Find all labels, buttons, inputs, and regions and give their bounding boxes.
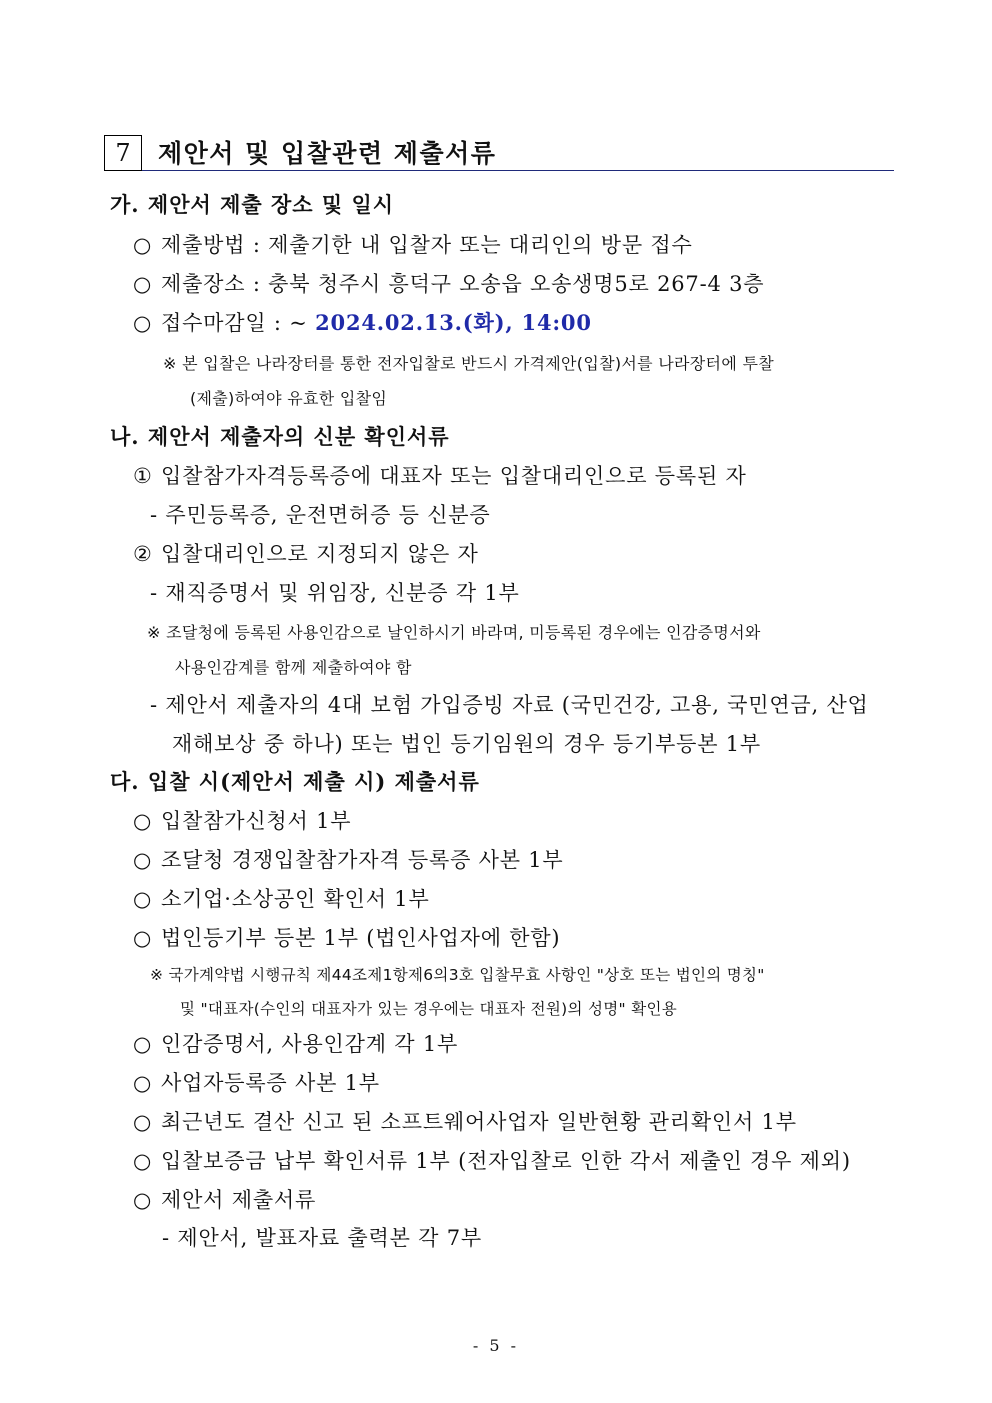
list-item: ○ 입찰참가신청서 1부	[133, 809, 352, 833]
section-title: 제안서 및 입찰관련 제출서류	[158, 139, 497, 168]
list-item: ○ 입찰보증금 납부 확인서류 1부 (전자입찰로 인한 각서 제출인 경우 제외)	[133, 1149, 851, 1173]
list-item: ○ 소기업·소상공인 확인서 1부	[133, 887, 430, 911]
section-underline	[142, 170, 894, 171]
sub-item: - 재직증명서 및 위임장, 신분증 각 1부	[150, 581, 520, 605]
sub-item: - 주민등록증, 운전면허증 등 신분증	[150, 503, 491, 527]
list-item: ○ 법인등기부 등본 1부 (법인사업자에 한함)	[133, 926, 561, 950]
page-number: - 5 -	[472, 1336, 520, 1355]
section-number-box: 7	[104, 135, 142, 171]
heading-a: 가. 제안서 제출 장소 및 일시	[110, 192, 395, 217]
list-item: ○ 조달청 경쟁입찰참가자격 등록증 사본 1부	[133, 848, 564, 872]
note-b-line1: ※ 조달청에 등록된 사용인감으로 날인하시기 바라며, 미등록된 경우에는 인감증명서와	[147, 623, 761, 642]
insurance-line2: 재해보상 중 하나) 또는 법인 등기임원의 경우 등기부등본 1부	[172, 732, 762, 756]
list-item: ○ 제안서 제출서류	[133, 1188, 317, 1212]
note-c-line2: 및 "대표자(수인의 대표자가 있는 경우에는 대표자 전원)의 성명" 확인용	[180, 1000, 678, 1018]
deadline-value: 2024.02.13.(화), 14:00	[315, 310, 592, 335]
note-a-line1: ※ 본 입찰은 나라장터를 통한 전자입찰로 반드시 가격제안(입찰)서를 나라장터에 투찰	[163, 354, 774, 373]
insurance-line1: - 제안서 제출자의 4대 보험 가입증빙 자료 (국민건강, 고용, 국민연금, 산업	[150, 693, 869, 717]
note-b-line2: 사용인감계를 함께 제출하여야 함	[175, 658, 412, 677]
sub-item: - 제안서, 발표자료 출력본 각 7부	[162, 1226, 482, 1250]
heading-b: 나. 제안서 제출자의 신분 확인서류	[110, 424, 450, 449]
deadline-item: ○ 접수마감일 : ~ 2024.02.13.(화), 14:00	[133, 310, 592, 335]
note-a-line2: (제출)하여야 유효한 입찰임	[190, 389, 388, 408]
list-item: ① 입찰참가자격등록증에 대표자 또는 입찰대리인으로 등록된 자	[133, 464, 747, 488]
heading-c: 다. 입찰 시(제안서 제출 시) 제출서류	[110, 769, 480, 794]
list-item: ○ 인감증명서, 사용인감계 각 1부	[133, 1032, 459, 1056]
list-item: ○ 제출장소 : 충북 청주시 흥덕구 오송읍 오송생명5로 267-4 3층	[133, 272, 765, 296]
list-item: ○ 사업자등록증 사본 1부	[133, 1071, 380, 1095]
list-item: ② 입찰대리인으로 지정되지 않은 자	[133, 542, 479, 566]
note-c-line1: ※ 국가계약법 시행규칙 제44조제1항제6의3호 입찰무효 사항인 "상호 또는 법인의 명칭"	[150, 966, 765, 984]
list-item: ○ 최근년도 결산 신고 된 소프트웨어사업자 일반현황 관리확인서 1부	[133, 1110, 797, 1134]
list-item: ○ 제출방법 : 제출기한 내 입찰자 또는 대리인의 방문 접수	[133, 233, 693, 257]
